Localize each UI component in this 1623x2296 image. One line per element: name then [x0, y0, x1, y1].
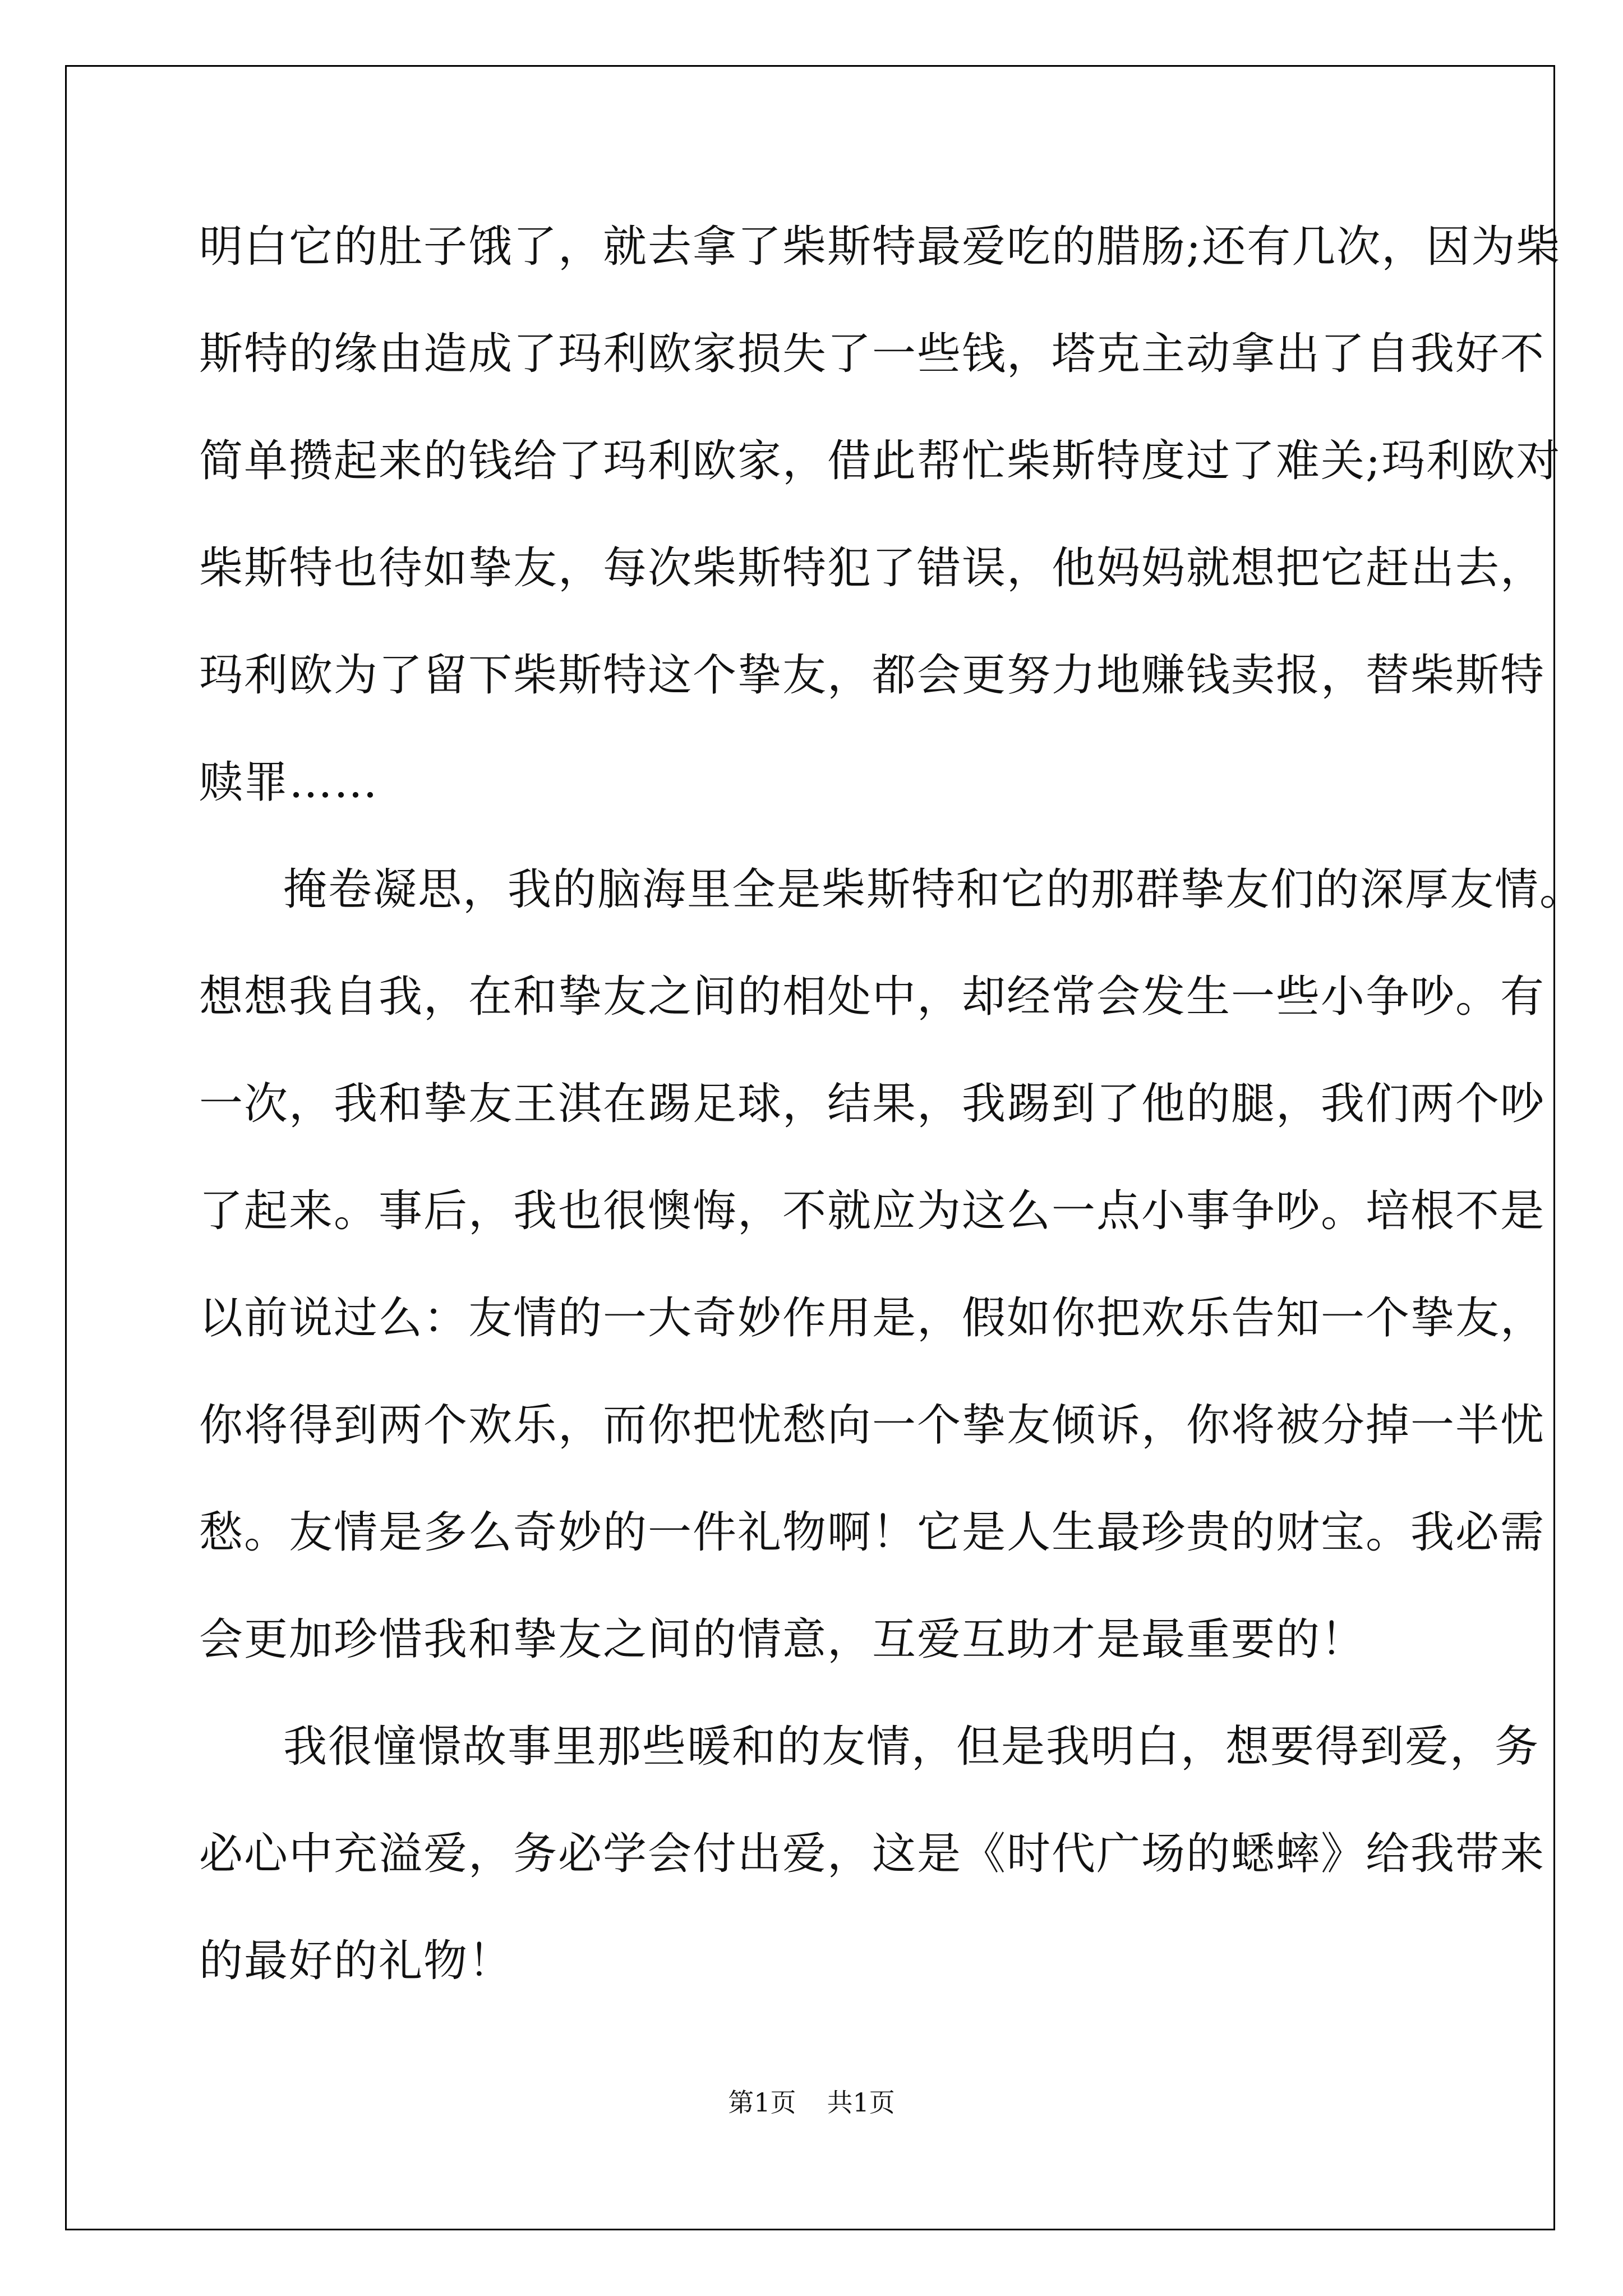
text-line: 以前说过么：友情的一大奇妙作用是，假如你把欢乐告知一个挚友， — [199, 1293, 1546, 1343]
text-line: 你将得到两个欢乐，而你把忧愁向一个挚友倾诉，你将被分掉一半忧 — [199, 1400, 1546, 1451]
page-number: 第1页 — [728, 2087, 796, 2118]
text-line: 明白它的肚子饿了，就去拿了柴斯特最爱吃的腊肠;还有几次，因为柴 — [199, 222, 1561, 272]
text-line: 必心中充溢爱，务必学会付出爱，这是《时代广场的蟋蟀》给我带来 — [199, 1829, 1546, 1879]
text-line: 愁。友情是多么奇妙的一件礼物啊！它是人生最珍贵的财宝。我必需 — [199, 1507, 1546, 1558]
text-line: 赎罪…… — [199, 757, 379, 808]
text-line: 的最好的礼物！ — [199, 1936, 514, 1986]
text-line: 玛利欧为了留下柴斯特这个挚友，都会更努力地赚钱卖报，替柴斯特 — [199, 650, 1546, 701]
paragraph-start-line: 掩卷凝思，我的脑海里全是柴斯特和它的那群挚友们的深厚友情。 — [283, 864, 1585, 915]
text-line: 了起来。事后，我也很懊悔，不就应为这么一点小事争吵。培根不是 — [199, 1186, 1546, 1236]
page-footer — [0, 2082, 1623, 2119]
page-total: 共1页 — [827, 2087, 895, 2118]
text-line: 简单攒起来的钱给了玛利欧家，借此帮忙柴斯特度过了难关;玛利欧对 — [199, 436, 1561, 486]
text-line: 会更加珍惜我和挚友之间的情意，互爱互助才是最重要的！ — [199, 1614, 1366, 1665]
text-line: 斯特的缘由造成了玛利欧家损失了一些钱，塔克主动拿出了自我好不 — [199, 329, 1546, 379]
text-line: 想想我自我，在和挚友之间的相处中，却经常会发生一些小争吵。有 — [199, 972, 1546, 1022]
text-line: 柴斯特也待如挚友，每次柴斯特犯了错误，他妈妈就想把它赶出去， — [199, 543, 1546, 593]
paragraph-start-line: 我很憧憬故事里那些暖和的友情，但是我明白，想要得到爱，务 — [283, 1722, 1540, 1772]
text-line: 一次，我和挚友王淇在踢足球，结果，我踢到了他的腿，我们两个吵 — [199, 1079, 1546, 1129]
